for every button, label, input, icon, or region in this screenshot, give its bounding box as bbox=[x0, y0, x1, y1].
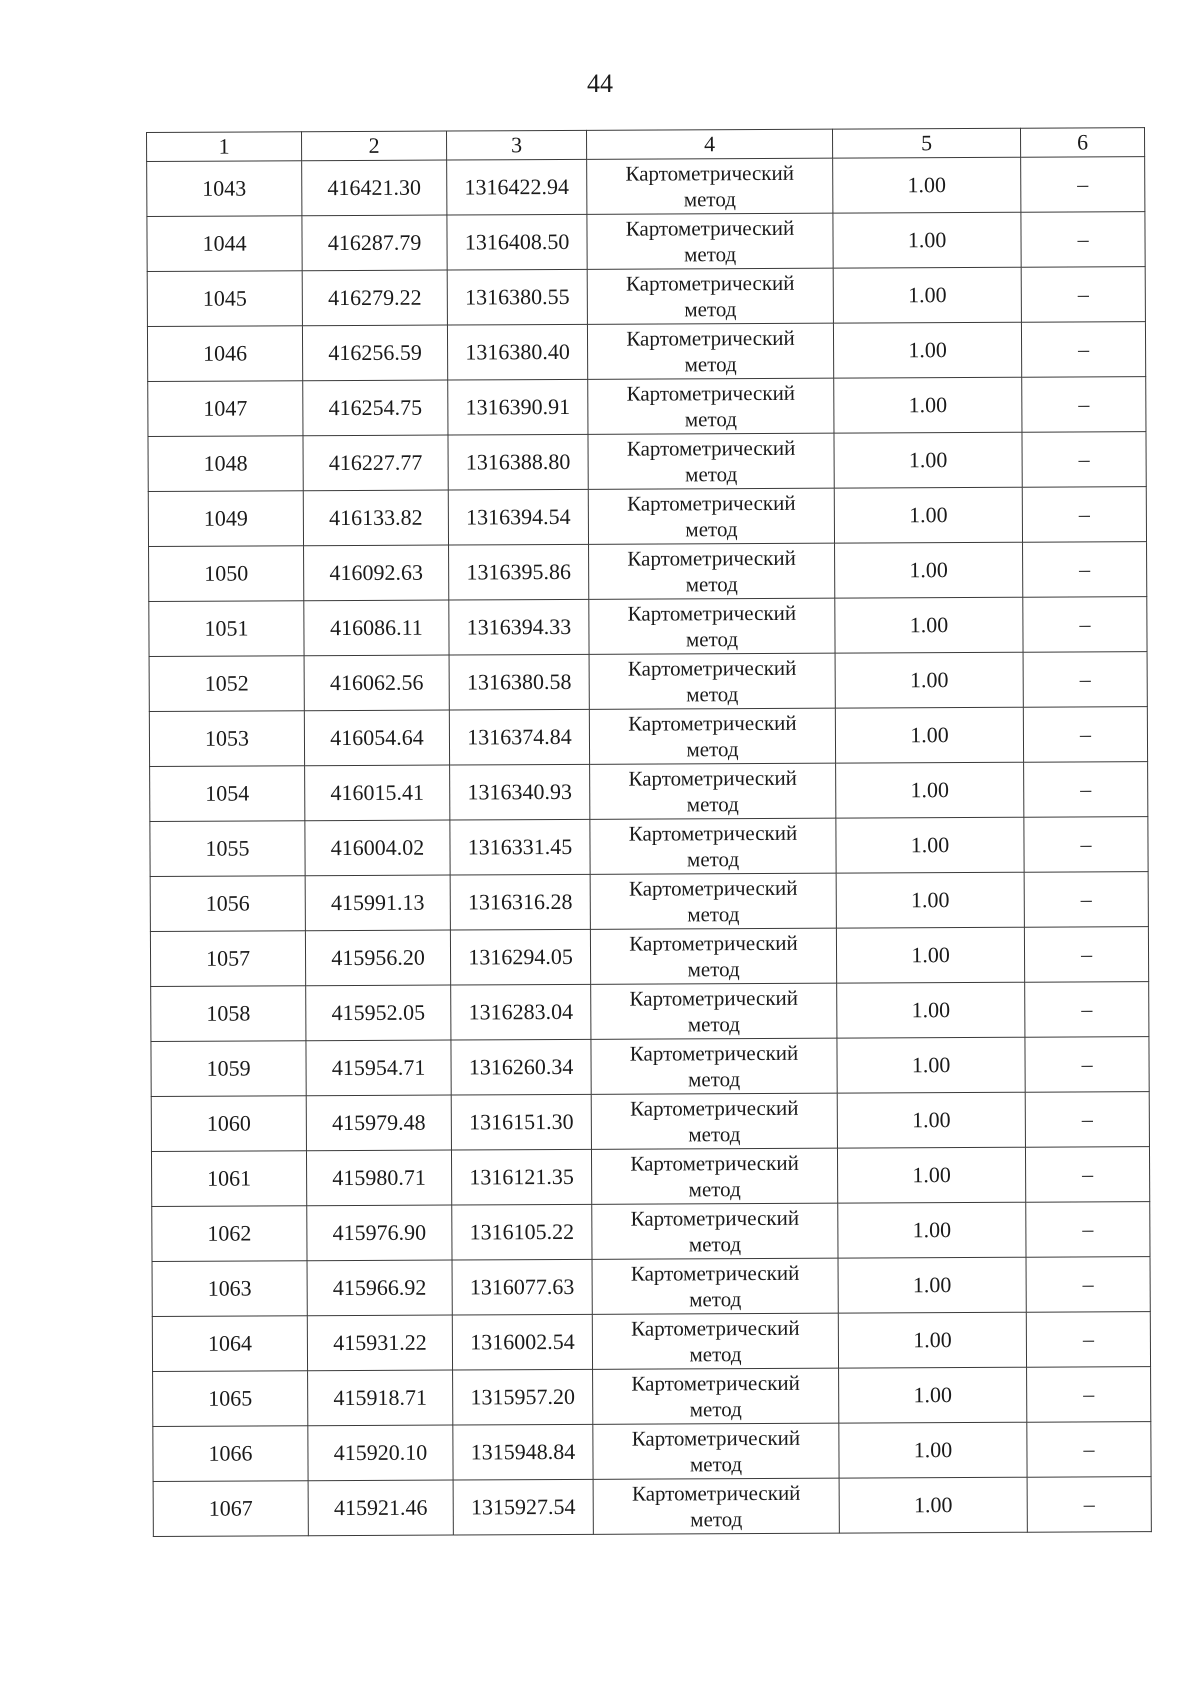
accuracy-cell: 1.00 bbox=[833, 212, 1021, 268]
x-coordinate-cell: 416133.82 bbox=[303, 490, 448, 546]
note-cell: – bbox=[1022, 487, 1146, 543]
x-coordinate-cell: 415976.90 bbox=[307, 1205, 452, 1261]
note-cell: – bbox=[1027, 1477, 1151, 1533]
x-coordinate-cell: 415979.48 bbox=[306, 1095, 451, 1151]
point-number-cell: 1062 bbox=[152, 1206, 307, 1262]
table-row bbox=[147, 212, 1145, 272]
method-cell bbox=[589, 708, 835, 764]
method-line-1: Картометрический bbox=[625, 215, 795, 241]
note-cell: – bbox=[1027, 1367, 1151, 1423]
header-cell-2: 2 bbox=[302, 131, 447, 161]
point-number-cell: 1053 bbox=[149, 711, 304, 767]
table-row bbox=[148, 377, 1146, 437]
method-line-1: Картометрический bbox=[630, 1205, 800, 1231]
method-line-1: Картометрический bbox=[628, 710, 797, 736]
accuracy-cell: 1.00 bbox=[839, 1367, 1027, 1423]
x-coordinate-cell: 416086.11 bbox=[304, 600, 449, 656]
method-line-1: Картометрический bbox=[628, 875, 798, 901]
method-line-2: метод bbox=[688, 1067, 741, 1092]
header-cell-6: 6 bbox=[1020, 128, 1144, 158]
point-number-cell: 1060 bbox=[151, 1096, 306, 1152]
table-row bbox=[151, 1092, 1149, 1152]
accuracy-cell: 1.00 bbox=[839, 1422, 1027, 1478]
point-number-cell: 1044 bbox=[147, 216, 302, 272]
note-cell: – bbox=[1024, 872, 1148, 928]
point-number-cell: 1056 bbox=[150, 876, 305, 932]
x-coordinate-cell: 416227.77 bbox=[303, 435, 448, 491]
method-line-2: метод bbox=[686, 737, 739, 762]
note-cell: – bbox=[1026, 1257, 1150, 1313]
note-cell: – bbox=[1021, 322, 1145, 378]
y-coordinate-cell: 1316422.94 bbox=[447, 159, 587, 215]
header-cell-3: 3 bbox=[446, 130, 586, 160]
point-number-cell: 1049 bbox=[148, 491, 303, 547]
accuracy-cell: 1.00 bbox=[839, 1477, 1027, 1533]
point-number-cell: 1043 bbox=[147, 161, 302, 217]
method-line-1: Картометрический bbox=[627, 545, 796, 571]
point-number-cell: 1058 bbox=[151, 986, 306, 1042]
accuracy-cell: 1.00 bbox=[833, 322, 1021, 378]
note-cell: – bbox=[1024, 817, 1148, 873]
table-row bbox=[150, 872, 1148, 932]
method-line-2: метод bbox=[684, 407, 738, 432]
point-number-cell: 1066 bbox=[153, 1426, 308, 1482]
table-row bbox=[151, 982, 1149, 1042]
method-cell bbox=[591, 983, 837, 1039]
note-cell: – bbox=[1023, 707, 1147, 763]
note-cell: – bbox=[1025, 1037, 1149, 1093]
method-line-2: метод bbox=[685, 572, 738, 597]
note-cell: – bbox=[1023, 652, 1147, 708]
note-cell: – bbox=[1023, 542, 1147, 598]
method-line-2: метод bbox=[688, 1122, 741, 1147]
method-line-1: Картометрический bbox=[629, 930, 798, 956]
accuracy-cell: 1.00 bbox=[837, 1037, 1025, 1093]
x-coordinate-cell: 415921.46 bbox=[308, 1480, 453, 1536]
accuracy-cell: 1.00 bbox=[835, 542, 1023, 598]
method-cell bbox=[590, 928, 836, 984]
method-cell bbox=[589, 598, 835, 654]
accuracy-cell: 1.00 bbox=[836, 817, 1024, 873]
accuracy-cell: 1.00 bbox=[837, 982, 1025, 1038]
accuracy-cell: 1.00 bbox=[835, 597, 1023, 653]
method-cell bbox=[588, 488, 834, 544]
x-coordinate-cell: 415991.13 bbox=[305, 875, 450, 931]
y-coordinate-cell: 1316390.91 bbox=[448, 379, 588, 435]
method-cell bbox=[590, 818, 836, 874]
note-cell: – bbox=[1021, 157, 1145, 213]
y-coordinate-cell: 1316340.93 bbox=[450, 764, 590, 820]
method-line-2: метод bbox=[689, 1287, 742, 1312]
method-line-2: метод bbox=[683, 187, 736, 212]
table-row bbox=[151, 1147, 1149, 1207]
method-line-1: Картометрический bbox=[630, 1150, 799, 1176]
note-cell: – bbox=[1025, 1147, 1149, 1203]
note-cell: – bbox=[1025, 982, 1149, 1038]
note-cell: – bbox=[1026, 1312, 1150, 1368]
method-cell bbox=[587, 268, 833, 324]
x-coordinate-cell: 416015.41 bbox=[305, 765, 450, 821]
method-line-2: метод bbox=[684, 297, 737, 322]
point-number-cell: 1067 bbox=[153, 1481, 308, 1537]
table-row bbox=[150, 762, 1148, 822]
method-line-1: Картометрический bbox=[626, 435, 796, 461]
accuracy-cell: 1.00 bbox=[838, 1257, 1026, 1313]
method-cell bbox=[592, 1313, 838, 1369]
y-coordinate-cell: 1316260.34 bbox=[451, 1039, 591, 1095]
header-cell-5: 5 bbox=[832, 128, 1020, 158]
y-coordinate-cell: 1316380.58 bbox=[449, 654, 589, 710]
method-line-1: Картометрический bbox=[629, 1040, 799, 1066]
table-row bbox=[148, 487, 1146, 547]
y-coordinate-cell: 1316121.35 bbox=[451, 1149, 591, 1205]
table-body bbox=[147, 157, 1152, 1537]
point-number-cell: 1050 bbox=[149, 546, 304, 602]
point-number-cell: 1061 bbox=[151, 1151, 306, 1207]
method-line-2: метод bbox=[684, 352, 737, 377]
method-line-2: метод bbox=[687, 1012, 740, 1037]
table-row bbox=[152, 1257, 1150, 1317]
accuracy-cell: 1.00 bbox=[836, 927, 1024, 983]
x-coordinate-cell: 416421.30 bbox=[302, 160, 447, 216]
y-coordinate-cell: 1316294.05 bbox=[450, 929, 590, 985]
table-row bbox=[153, 1422, 1151, 1482]
table-row bbox=[150, 927, 1148, 987]
point-number-cell: 1059 bbox=[151, 1041, 306, 1097]
method-line-2: метод bbox=[686, 792, 739, 817]
method-line-2: метод bbox=[689, 1397, 742, 1422]
y-coordinate-cell: 1316394.54 bbox=[448, 489, 588, 545]
note-cell: – bbox=[1024, 762, 1148, 818]
y-coordinate-cell: 1316388.80 bbox=[448, 434, 588, 490]
table-row bbox=[149, 542, 1147, 602]
table-row bbox=[153, 1367, 1151, 1427]
method-cell bbox=[588, 378, 834, 434]
accuracy-cell: 1.00 bbox=[834, 377, 1022, 433]
accuracy-cell: 1.00 bbox=[838, 1312, 1026, 1368]
point-number-cell: 1055 bbox=[150, 821, 305, 877]
accuracy-cell: 1.00 bbox=[833, 157, 1021, 213]
method-cell bbox=[588, 433, 834, 489]
method-cell bbox=[591, 1038, 837, 1094]
table-row bbox=[149, 652, 1147, 712]
method-cell bbox=[591, 1148, 837, 1204]
method-line-2: метод bbox=[685, 627, 739, 652]
y-coordinate-cell: 1316380.40 bbox=[447, 324, 587, 380]
note-cell: – bbox=[1025, 1092, 1149, 1148]
header-cell-1: 1 bbox=[147, 132, 302, 162]
x-coordinate-cell: 416054.64 bbox=[304, 710, 449, 766]
method-line-1: Картометрический bbox=[630, 1260, 800, 1286]
table-row bbox=[147, 157, 1145, 217]
accuracy-cell: 1.00 bbox=[838, 1202, 1026, 1258]
table-row bbox=[153, 1477, 1151, 1537]
table-row bbox=[152, 1312, 1150, 1372]
y-coordinate-cell: 1316374.84 bbox=[449, 709, 589, 765]
method-cell bbox=[593, 1423, 839, 1479]
x-coordinate-cell: 416092.63 bbox=[304, 545, 449, 601]
method-line-1: Картометрический bbox=[631, 1425, 801, 1451]
method-line-1: Картометрический bbox=[627, 655, 797, 681]
accuracy-cell: 1.00 bbox=[836, 872, 1024, 928]
method-line-2: метод bbox=[683, 242, 737, 267]
x-coordinate-cell: 415956.20 bbox=[305, 930, 450, 986]
note-cell: – bbox=[1023, 597, 1147, 653]
y-coordinate-cell: 1316380.55 bbox=[447, 269, 587, 325]
accuracy-cell: 1.00 bbox=[834, 487, 1022, 543]
method-cell bbox=[587, 323, 833, 379]
x-coordinate-cell: 415966.92 bbox=[307, 1260, 452, 1316]
y-coordinate-cell: 1316077.63 bbox=[452, 1259, 592, 1315]
point-number-cell: 1046 bbox=[147, 326, 302, 382]
method-line-1: Картометрический bbox=[631, 1480, 801, 1506]
y-coordinate-cell: 1316395.86 bbox=[449, 544, 589, 600]
x-coordinate-cell: 415980.71 bbox=[306, 1150, 451, 1206]
table-row bbox=[150, 817, 1148, 877]
method-line-2: метод bbox=[686, 682, 739, 707]
method-cell bbox=[589, 543, 835, 599]
point-number-cell: 1048 bbox=[148, 436, 303, 492]
method-line-1: Картометрический bbox=[631, 1315, 800, 1341]
coordinates-table bbox=[146, 127, 1152, 1537]
method-cell bbox=[593, 1478, 839, 1534]
point-number-cell: 1051 bbox=[149, 601, 304, 657]
x-coordinate-cell: 416279.22 bbox=[302, 270, 447, 326]
y-coordinate-cell: 1316283.04 bbox=[451, 984, 591, 1040]
note-cell: – bbox=[1022, 377, 1146, 433]
table-row bbox=[151, 1037, 1149, 1097]
x-coordinate-cell: 416062.56 bbox=[304, 655, 449, 711]
note-cell: – bbox=[1027, 1422, 1151, 1478]
method-line-2: метод bbox=[688, 1177, 741, 1202]
method-line-2: метод bbox=[685, 517, 738, 542]
method-cell bbox=[591, 1093, 837, 1149]
method-line-2: метод bbox=[688, 1232, 742, 1257]
method-line-1: Картометрический bbox=[627, 600, 797, 626]
method-cell bbox=[592, 1258, 838, 1314]
table-row bbox=[148, 432, 1146, 492]
note-cell: – bbox=[1022, 432, 1146, 488]
x-coordinate-cell: 415918.71 bbox=[308, 1370, 453, 1426]
x-coordinate-cell: 416287.79 bbox=[302, 215, 447, 271]
method-cell bbox=[587, 158, 833, 214]
accuracy-cell: 1.00 bbox=[835, 652, 1023, 708]
method-line-2: метод bbox=[687, 957, 740, 982]
point-number-cell: 1045 bbox=[147, 271, 302, 327]
y-coordinate-cell: 1315927.54 bbox=[453, 1479, 593, 1535]
accuracy-cell: 1.00 bbox=[836, 762, 1024, 818]
y-coordinate-cell: 1316394.33 bbox=[449, 599, 589, 655]
method-line-1: Картометрический bbox=[628, 820, 798, 846]
method-line-1: Картометрический bbox=[629, 985, 799, 1011]
y-coordinate-cell: 1316408.50 bbox=[447, 214, 587, 270]
note-cell: – bbox=[1024, 927, 1148, 983]
method-line-1: Картометрический bbox=[625, 270, 795, 296]
accuracy-cell: 1.00 bbox=[835, 707, 1023, 763]
table-row bbox=[149, 597, 1147, 657]
method-cell bbox=[592, 1203, 838, 1259]
y-coordinate-cell: 1315957.20 bbox=[453, 1369, 593, 1425]
table-row bbox=[147, 322, 1145, 382]
y-coordinate-cell: 1316316.28 bbox=[450, 874, 590, 930]
method-line-1: Картометрический bbox=[631, 1370, 800, 1396]
method-cell bbox=[590, 873, 836, 929]
method-line-2: метод bbox=[689, 1342, 742, 1367]
accuracy-cell: 1.00 bbox=[837, 1092, 1025, 1148]
x-coordinate-cell: 416256.59 bbox=[302, 325, 447, 381]
accuracy-cell: 1.00 bbox=[837, 1147, 1025, 1203]
x-coordinate-cell: 415931.22 bbox=[307, 1315, 452, 1371]
y-coordinate-cell: 1316331.45 bbox=[450, 819, 590, 875]
point-number-cell: 1052 bbox=[149, 656, 304, 712]
table-row bbox=[147, 267, 1145, 327]
method-cell bbox=[590, 763, 836, 819]
method-cell bbox=[593, 1368, 839, 1424]
method-line-1: Картометрический bbox=[625, 160, 795, 186]
method-line-1: Картометрический bbox=[628, 765, 797, 791]
method-cell bbox=[589, 653, 835, 709]
note-cell: – bbox=[1026, 1202, 1150, 1258]
point-number-cell: 1057 bbox=[150, 931, 305, 987]
x-coordinate-cell: 415952.05 bbox=[306, 985, 451, 1041]
method-line-2: метод bbox=[689, 1452, 743, 1477]
method-line-1: Картометрический bbox=[626, 380, 796, 406]
x-coordinate-cell: 416254.75 bbox=[303, 380, 448, 436]
method-line-2: метод bbox=[685, 462, 738, 487]
method-line-2: метод bbox=[686, 847, 740, 872]
method-line-1: Картометрический bbox=[627, 490, 796, 516]
note-cell: – bbox=[1021, 212, 1145, 268]
method-line-1: Картометрический bbox=[626, 325, 795, 351]
y-coordinate-cell: 1315948.84 bbox=[453, 1424, 593, 1480]
y-coordinate-cell: 1316105.22 bbox=[452, 1204, 592, 1260]
header-cell-4: 4 bbox=[586, 129, 832, 159]
table-row bbox=[152, 1202, 1150, 1262]
accuracy-cell: 1.00 bbox=[833, 267, 1021, 323]
note-cell: – bbox=[1021, 267, 1145, 323]
y-coordinate-cell: 1316002.54 bbox=[452, 1314, 592, 1370]
point-number-cell: 1063 bbox=[152, 1261, 307, 1317]
point-number-cell: 1047 bbox=[148, 381, 303, 437]
method-cell bbox=[587, 213, 833, 269]
method-line-1: Картометрический bbox=[629, 1095, 799, 1121]
method-line-2: метод bbox=[690, 1507, 743, 1532]
x-coordinate-cell: 415954.71 bbox=[306, 1040, 451, 1096]
x-coordinate-cell: 415920.10 bbox=[308, 1425, 453, 1481]
accuracy-cell: 1.00 bbox=[834, 432, 1022, 488]
point-number-cell: 1064 bbox=[152, 1316, 307, 1372]
page-number: 44 bbox=[587, 69, 613, 98]
point-number-cell: 1065 bbox=[153, 1371, 308, 1427]
method-line-2: метод bbox=[687, 902, 740, 927]
table-row bbox=[149, 707, 1147, 767]
y-coordinate-cell: 1316151.30 bbox=[451, 1094, 591, 1150]
point-number-cell: 1054 bbox=[150, 766, 305, 822]
x-coordinate-cell: 416004.02 bbox=[305, 820, 450, 876]
